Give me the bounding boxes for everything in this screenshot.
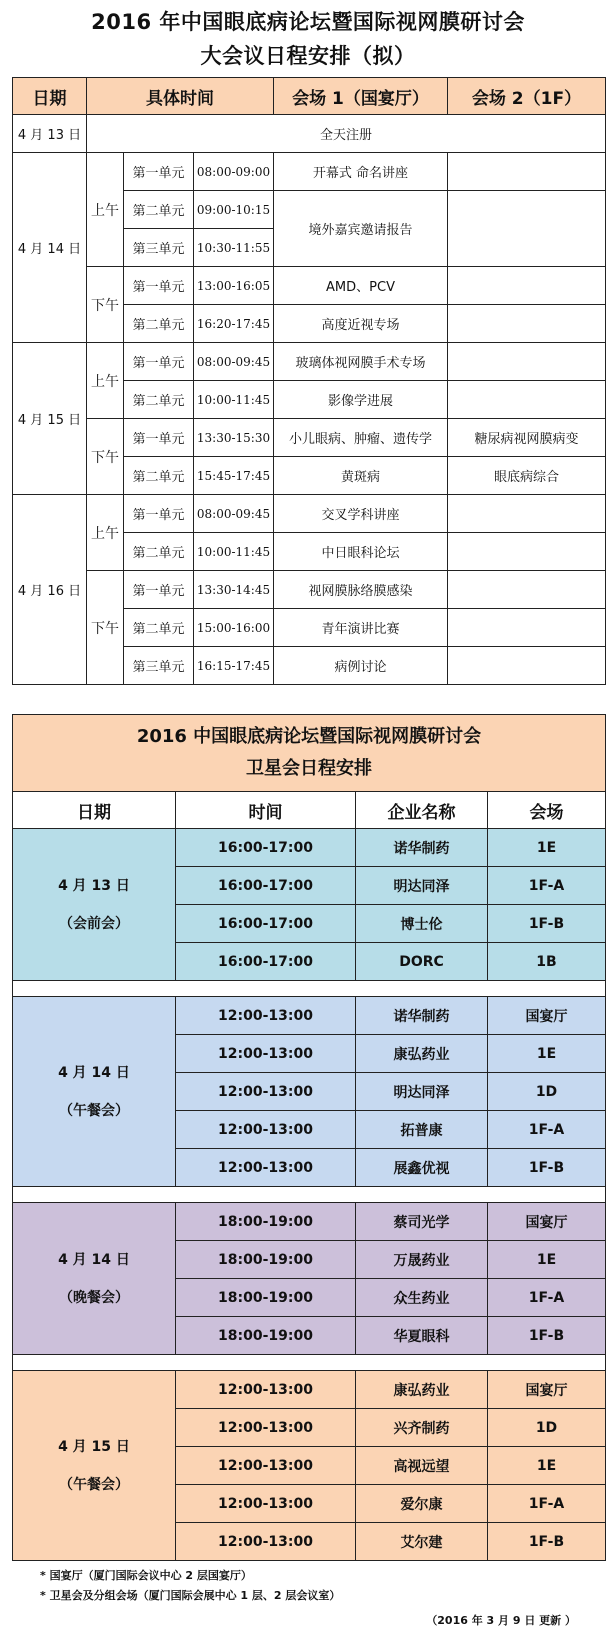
group-type: （午餐会） — [59, 1476, 129, 1493]
time-cell: 08:00-09:45 — [194, 343, 274, 381]
time-cell: 18:00-19:00 — [176, 1203, 356, 1241]
unit-cell: 第一单元 — [124, 343, 194, 381]
venue1-cell: 小儿眼病、肿瘤、遗传学 — [274, 419, 448, 457]
group-date-cell — [13, 1203, 176, 1355]
time-cell: 12:00-13:00 — [176, 1523, 356, 1561]
unit-cell: 第二单元 — [124, 609, 194, 647]
time-cell: 13:30-15:30 — [194, 419, 274, 457]
time-cell: 16:20-17:45 — [194, 305, 274, 343]
group-date-cell — [13, 829, 176, 981]
company-cell: 拓普康 — [356, 1111, 488, 1149]
unit-cell: 第二单元 — [124, 457, 194, 495]
table-row — [13, 419, 606, 457]
group-type: （晚餐会） — [59, 1289, 129, 1306]
footnote-venue: * 国宴厅（厦门国际会议中心 2 层国宴厅） — [40, 1569, 252, 1582]
venue-cell: 1E — [488, 1035, 606, 1073]
company-cell: 爱尔康 — [356, 1485, 488, 1523]
group-date: 4 月 15 日 — [58, 1438, 130, 1455]
table-row — [13, 829, 606, 867]
date-apr16: 4 月 16 日 — [13, 495, 87, 685]
venue2-cell: 糖尿病视网膜病变 — [448, 419, 606, 457]
date-apr14: 4 月 14 日 — [13, 153, 87, 343]
time-cell: 10:00-11:45 — [194, 533, 274, 571]
spacer — [13, 1187, 606, 1203]
time-cell: 15:00-16:00 — [194, 609, 274, 647]
sat-header-company: 企业名称 — [356, 792, 488, 829]
company-cell: 众生药业 — [356, 1279, 488, 1317]
table-row — [13, 495, 606, 533]
time-cell: 12:00-13:00 — [176, 1447, 356, 1485]
table-row — [13, 153, 606, 191]
venue-cell: 1B — [488, 943, 606, 981]
unit-cell: 第二单元 — [124, 191, 194, 229]
venue1-cell: 开幕式 命名讲座 — [274, 153, 448, 191]
table-row — [13, 267, 606, 305]
company-cell: 明达同泽 — [356, 867, 488, 905]
venue-cell: 1E — [488, 1241, 606, 1279]
footnote-satellite-venue: * 卫星会及分组会场（厦门国际会展中心 1 层、2 层会议室） — [40, 1589, 341, 1602]
time-cell: 12:00-13:00 — [176, 1149, 356, 1187]
pm-label: 下午 — [87, 571, 124, 685]
venue1-cell: 视网膜脉络膜感染 — [274, 571, 448, 609]
time-cell: 12:00-13:00 — [176, 1111, 356, 1149]
sat-header-time: 时间 — [176, 792, 356, 829]
venue2-cell — [448, 647, 606, 685]
venue2-cell: 眼底病综合 — [448, 457, 606, 495]
unit-cell: 第一单元 — [124, 419, 194, 457]
time-cell: 15:45-17:45 — [194, 457, 274, 495]
group-type: （会前会） — [59, 915, 129, 932]
unit-cell: 第二单元 — [124, 533, 194, 571]
date-apr15: 4 月 15 日 — [13, 343, 87, 495]
unit-cell: 第三单元 — [124, 647, 194, 685]
company-cell: 博士伦 — [356, 905, 488, 943]
update-date: （2016 年 3 月 9 日 更新 ） — [426, 1614, 576, 1627]
header-venue1: 会场 1（国宴厅） — [274, 78, 448, 115]
venue-cell: 1E — [488, 829, 606, 867]
am-label: 上午 — [87, 495, 124, 571]
company-cell: 明达同泽 — [356, 1073, 488, 1111]
time-cell: 08:00-09:00 — [194, 153, 274, 191]
unit-cell: 第一单元 — [124, 267, 194, 305]
spacer-row — [13, 981, 606, 997]
page-subtitle: 大会议日程安排（拟） — [200, 44, 416, 68]
spacer-row — [13, 1355, 606, 1371]
am-label: 上午 — [87, 343, 124, 419]
spacer — [13, 1355, 606, 1371]
header-date: 日期 — [13, 78, 87, 115]
time-cell: 10:00-11:45 — [194, 381, 274, 419]
unit-cell: 第三单元 — [124, 229, 194, 267]
time-cell: 16:00-17:00 — [176, 867, 356, 905]
registration-cell: 全天注册 — [87, 115, 606, 153]
satellite-schedule-table — [12, 714, 606, 1561]
company-cell: 华夏眼科 — [356, 1317, 488, 1355]
venue2-cell — [448, 533, 606, 571]
venue1-cell: 高度近视专场 — [274, 305, 448, 343]
time-cell: 16:00-17:00 — [176, 829, 356, 867]
satellite-subtitle: 卫星会日程安排 — [246, 758, 372, 779]
time-cell: 13:00-16:05 — [194, 267, 274, 305]
time-cell: 12:00-13:00 — [176, 1409, 356, 1447]
group-date: 4 月 14 日 — [58, 1251, 130, 1268]
company-cell: 康弘药业 — [356, 1371, 488, 1409]
table-row — [13, 571, 606, 609]
venue2-cell — [448, 381, 606, 419]
company-cell: 康弘药业 — [356, 1035, 488, 1073]
venue1-cell: AMD、PCV — [274, 267, 448, 305]
venue1-cell: 玻璃体视网膜手术专场 — [274, 343, 448, 381]
company-cell: 万晟药业 — [356, 1241, 488, 1279]
venue2-cell — [448, 153, 606, 191]
header-venue2: 会场 2（1F） — [448, 78, 606, 115]
venue1-cell: 交叉学科讲座 — [274, 495, 448, 533]
venue-cell: 1F-A — [488, 1279, 606, 1317]
venue-cell: 1D — [488, 1073, 606, 1111]
unit-cell: 第二单元 — [124, 381, 194, 419]
venue2-cell — [448, 571, 606, 609]
venue2-cell — [448, 191, 606, 267]
venue1-cell: 中日眼科论坛 — [274, 533, 448, 571]
venue2-cell — [448, 343, 606, 381]
venue1-cell: 境外嘉宾邀请报告 — [274, 191, 448, 267]
venue-cell: 1F-A — [488, 867, 606, 905]
table-row — [13, 115, 606, 153]
satellite-title: 2016 中国眼底病论坛暨国际视网膜研讨会 — [136, 726, 482, 747]
company-cell: 诺华制药 — [356, 997, 488, 1035]
venue2-cell — [448, 267, 606, 305]
venue1-cell: 影像学进展 — [274, 381, 448, 419]
sat-header-venue: 会场 — [488, 792, 606, 829]
company-cell: 诺华制药 — [356, 829, 488, 867]
group-date-cell — [13, 1371, 176, 1561]
company-cell: 展鑫优视 — [356, 1149, 488, 1187]
venue-cell: 1D — [488, 1409, 606, 1447]
company-cell: 兴齐制药 — [356, 1409, 488, 1447]
time-cell: 10:30-11:55 — [194, 229, 274, 267]
time-cell: 12:00-13:00 — [176, 1073, 356, 1111]
header-time: 具体时间 — [87, 78, 274, 115]
spacer — [13, 981, 606, 997]
date-apr13: 4 月 13 日 — [13, 115, 87, 153]
time-cell: 18:00-19:00 — [176, 1317, 356, 1355]
venue1-cell: 黄斑病 — [274, 457, 448, 495]
venue-cell: 1F-A — [488, 1485, 606, 1523]
unit-cell: 第一单元 — [124, 153, 194, 191]
time-cell: 12:00-13:00 — [176, 1035, 356, 1073]
venue-cell: 国宴厅 — [488, 1371, 606, 1409]
time-cell: 16:00-17:00 — [176, 943, 356, 981]
venue-cell: 1F-B — [488, 1149, 606, 1187]
company-cell: 蔡司光学 — [356, 1203, 488, 1241]
time-cell: 16:00-17:00 — [176, 905, 356, 943]
time-cell: 13:30-14:45 — [194, 571, 274, 609]
time-cell: 12:00-13:00 — [176, 997, 356, 1035]
pm-label: 下午 — [87, 419, 124, 495]
venue-cell: 1E — [488, 1447, 606, 1485]
venue2-cell — [448, 495, 606, 533]
spacer-row — [13, 1187, 606, 1203]
venue1-cell: 青年演讲比赛 — [274, 609, 448, 647]
time-cell: 12:00-13:00 — [176, 1485, 356, 1523]
table-row — [13, 1371, 606, 1409]
venue1-cell: 病例讨论 — [274, 647, 448, 685]
venue2-cell — [448, 609, 606, 647]
pm-label: 下午 — [87, 267, 124, 343]
company-cell: 高视远望 — [356, 1447, 488, 1485]
time-cell: 18:00-19:00 — [176, 1241, 356, 1279]
time-cell: 08:00-09:45 — [194, 495, 274, 533]
venue2-cell — [448, 305, 606, 343]
table-row — [13, 1203, 606, 1241]
group-type: （午餐会） — [59, 1102, 129, 1119]
group-date: 4 月 14 日 — [58, 1064, 130, 1081]
venue-cell: 国宴厅 — [488, 1203, 606, 1241]
time-cell: 16:15-17:45 — [194, 647, 274, 685]
time-cell: 18:00-19:00 — [176, 1279, 356, 1317]
group-date: 4 月 13 日 — [58, 877, 130, 894]
satellite-banner — [13, 715, 606, 792]
table-row — [13, 343, 606, 381]
unit-cell: 第一单元 — [124, 495, 194, 533]
unit-cell: 第二单元 — [124, 305, 194, 343]
page-title: 2016 年中国眼底病论坛暨国际视网膜研讨会 — [91, 10, 525, 34]
main-schedule-table — [12, 77, 606, 685]
venue-cell: 1F-A — [488, 1111, 606, 1149]
venue-cell: 国宴厅 — [488, 997, 606, 1035]
am-label: 上午 — [87, 153, 124, 267]
sat-header-date: 日期 — [13, 792, 176, 829]
venue-cell: 1F-B — [488, 1317, 606, 1355]
time-cell: 12:00-13:00 — [176, 1371, 356, 1409]
unit-cell: 第一单元 — [124, 571, 194, 609]
venue-cell: 1F-B — [488, 905, 606, 943]
time-cell: 09:00-10:15 — [194, 191, 274, 229]
venue-cell: 1F-B — [488, 1523, 606, 1561]
table-row — [13, 997, 606, 1035]
company-cell: DORC — [356, 943, 488, 981]
group-date-cell — [13, 997, 176, 1187]
company-cell: 艾尔建 — [356, 1523, 488, 1561]
